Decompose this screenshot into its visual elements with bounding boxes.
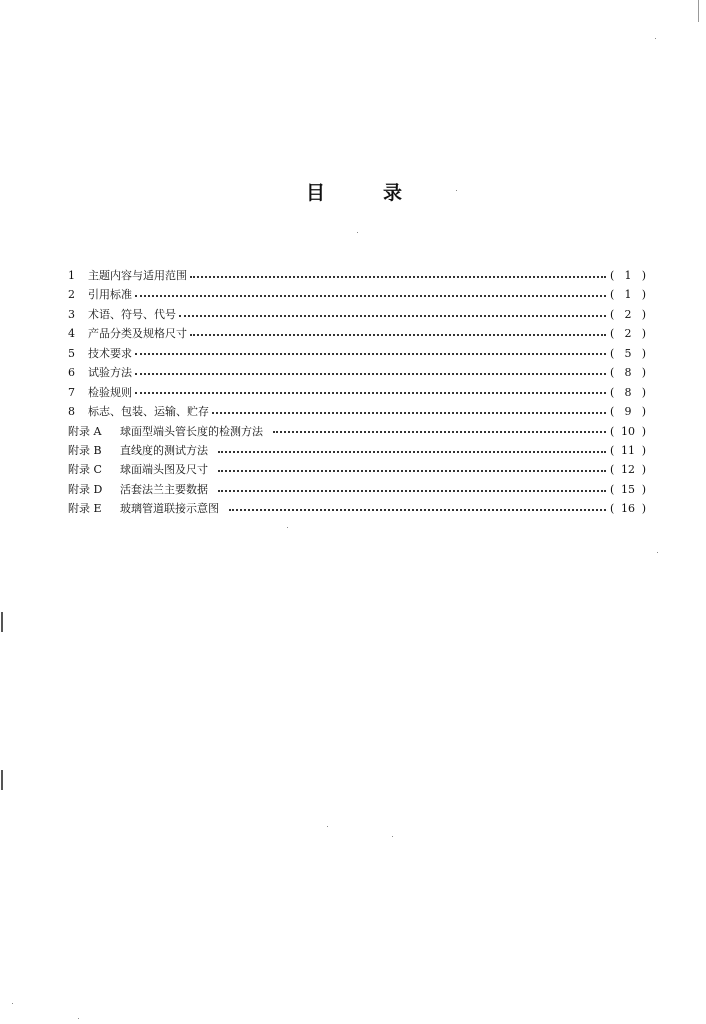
toc-page-number: 1 [624,269,632,282]
toc-page-ref [610,324,646,343]
toc-leader-dots [135,392,606,394]
toc-leader-dots [190,276,606,278]
toc-entry-number: 2 [68,288,75,302]
open-paren: ( [610,502,615,516]
toc-entry-number: 5 [68,346,75,360]
open-paren: ( [610,269,615,282]
toc-entry-number: 7 [68,385,75,399]
scan-speck [287,527,288,528]
toc-page-ref [610,460,646,479]
scan-speck [357,232,358,233]
toc-entry-number: 6 [68,366,75,380]
page-title [0,178,706,205]
toc-page-number: 11 [621,443,635,457]
toc-leader-dots [218,470,606,472]
toc-entry-title: 球面型端头管长度的检测方法 [120,424,263,438]
toc-leader-dots [190,334,606,336]
toc-page-ref [610,402,646,421]
scan-speck [327,826,328,827]
toc-page-number: 16 [621,502,635,516]
close-paren: ) [641,288,646,302]
toc-entry-title: 玻璃管道联接示意图 [120,502,219,516]
toc-page-ref [610,422,646,441]
toc-page-ref [610,285,646,304]
toc-leader-dots [135,373,606,375]
toc-page-ref [610,480,646,499]
toc-entry [68,402,646,421]
toc-entry-title: 引用标准 [88,288,132,302]
close-paren: ) [641,424,646,438]
toc-entry-number: 附录 E [68,502,102,516]
toc-entry-title: 球面端头图及尺寸 [120,463,208,477]
toc-entry [68,324,646,343]
toc-page-number: 12 [621,463,635,477]
title-char-1: 目 [305,182,325,204]
toc-entry [68,460,646,479]
toc-page-ref [610,499,646,518]
toc-page-ref [610,344,646,363]
close-paren: ) [641,269,646,282]
toc-entry [68,363,646,382]
close-paren: ) [641,327,646,341]
toc-entry-title: 产品分类及规格尺寸 [88,327,187,341]
toc-entry [68,305,646,324]
close-paren: ) [641,346,646,360]
toc-entry-title: 主题内容与适用范围 [88,269,187,282]
toc-page-ref [610,363,646,382]
title-char-2: 录 [383,182,403,204]
toc-entry-title: 直线度的测试方法 [120,443,208,457]
toc-leader-dots [135,295,606,297]
open-paren: ( [610,424,615,438]
toc-leader-dots [135,353,606,355]
toc-entry [68,499,646,518]
toc-entry-title: 活套法兰主要数据 [120,482,208,496]
toc-entry [68,266,646,285]
open-paren: ( [610,327,615,341]
scan-speck [456,190,457,191]
toc-entry-number: 附录 B [68,443,102,457]
toc-page-number: 2 [624,327,632,341]
open-paren: ( [610,288,615,302]
open-paren: ( [610,463,615,477]
toc-page-number: 8 [624,366,632,380]
scan-speck [78,1018,79,1019]
toc-page-number: 1 [624,288,632,302]
toc-entry-number: 附录 C [68,463,102,477]
toc-entry-number: 附录 A [68,424,102,438]
open-paren: ( [610,385,615,399]
toc-page-ref [610,441,646,460]
toc-entry-title: 标志、包装、运输、贮存 [88,405,209,419]
toc-entry [68,383,646,402]
table-of-contents [68,266,646,519]
toc-leader-dots [229,509,606,511]
toc-leader-dots [212,412,606,414]
toc-page-number: 9 [624,405,632,419]
toc-entry-number: 1 [68,269,75,282]
close-paren: ) [641,405,646,419]
open-paren: ( [610,443,615,457]
toc-entry-number: 8 [68,405,75,419]
toc-entry [68,285,646,304]
toc-entry-title: 试验方法 [88,366,132,380]
toc-entry-number: 附录 D [68,482,103,496]
close-paren: ) [641,463,646,477]
toc-entry-title: 检验规则 [88,385,132,399]
close-paren: ) [641,443,646,457]
toc-leader-dots [179,315,606,317]
scan-speck [392,836,393,837]
toc-entry [68,480,646,499]
scan-edge-mark [1,612,3,632]
toc-entry-title: 技术要求 [88,346,132,360]
scan-speck [12,1003,13,1004]
close-paren: ) [641,502,646,516]
close-paren: ) [641,385,646,399]
close-paren: ) [641,482,646,496]
toc-page-number: 15 [621,482,635,496]
toc-entry-number: 3 [68,307,75,321]
toc-page-number: 10 [621,424,635,438]
scan-speck [655,38,656,39]
open-paren: ( [610,307,615,321]
toc-page-number: 2 [624,307,632,321]
open-paren: ( [610,405,615,419]
open-paren: ( [610,366,615,380]
toc-entry [68,422,646,441]
toc-leader-dots [273,431,606,433]
toc-page-number: 8 [624,385,632,399]
scan-speck [657,552,658,553]
toc-entry-title: 术语、符号、代号 [88,307,176,321]
close-paren: ) [641,307,646,321]
close-paren: ) [641,366,646,380]
toc-leader-dots [218,490,606,492]
open-paren: ( [610,482,615,496]
toc-leader-dots [218,451,606,453]
scan-edge-mark [1,770,3,790]
scan-edge-mark [698,0,699,22]
toc-page-ref [610,266,646,285]
toc-page-ref [610,383,646,402]
toc-page-number: 5 [624,346,632,360]
toc-page-ref [610,305,646,324]
toc-entry-number: 4 [68,327,75,341]
open-paren: ( [610,346,615,360]
toc-entry [68,441,646,460]
toc-entry [68,344,646,363]
